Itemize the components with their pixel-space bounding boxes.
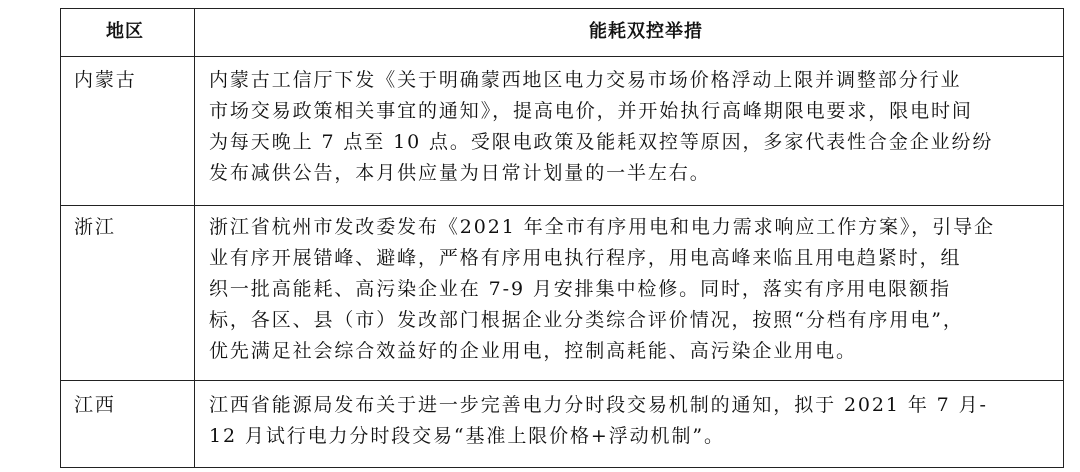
text-line: 标，各区、县（市）发改部门根据企业分类综合评价情况，按照“分档有序用电”， [209,309,964,331]
row-divider [61,205,1063,206]
row-region-zhejiang: 浙江 [74,216,116,238]
policy-table [60,8,1064,468]
text-line: 市场交易政策相关事宜的通知》，提高电价，并开始执行高峰期限电要求，限电时间 [209,100,973,122]
row-measures-zhejiang [209,212,995,367]
column-divider [194,9,195,467]
text-line: 江西省能源局发布关于进一步完善电力分时段交易机制的通知，拟于 2021 年 7 月- [209,394,988,416]
row-measures-inner-mongolia [209,65,993,189]
row-region-inner-mongolia: 内蒙古 [74,69,137,91]
text-line: 发布减供公告，本月供应量为日常计划量的一半左右。 [209,162,711,184]
text-line: 浙江省杭州市发改委发布《2021 年全市有序用电和电力需求响应工作方案》，引导企 [209,216,995,238]
text-line: 优先满足社会综合效益好的企业用电，控制高耗能、高污染企业用电。 [209,340,857,362]
row-divider [61,380,1063,381]
text-line: 业有序开展错峰、避峰，严格有序用电执行程序，用电高峰来临且用电趋紧时，组 [209,247,962,269]
text-line: 织一批高能耗、高污染企业在 7-9 月安排集中检修。同时，落实有序用电限额指 [209,278,951,300]
row-region-jiangxi: 江西 [74,394,116,416]
text-line: 内蒙古工信厅下发《关于明确蒙西地区电力交易市场价格浮动上限并调整部分行业 [209,69,962,91]
header-divider [61,56,1063,57]
row-measures-jiangxi [209,390,988,452]
header-region: 地区 [106,21,144,42]
text-line: 为每天晚上 7 点至 10 点。受限电政策及能耗双控等原因，多家代表性合金企业纷纷 [209,131,994,153]
header-measures: 能耗双控举措 [589,21,703,42]
text-line: 12 月试行电力分时段交易“基准上限价格+浮动机制”。 [209,425,725,447]
